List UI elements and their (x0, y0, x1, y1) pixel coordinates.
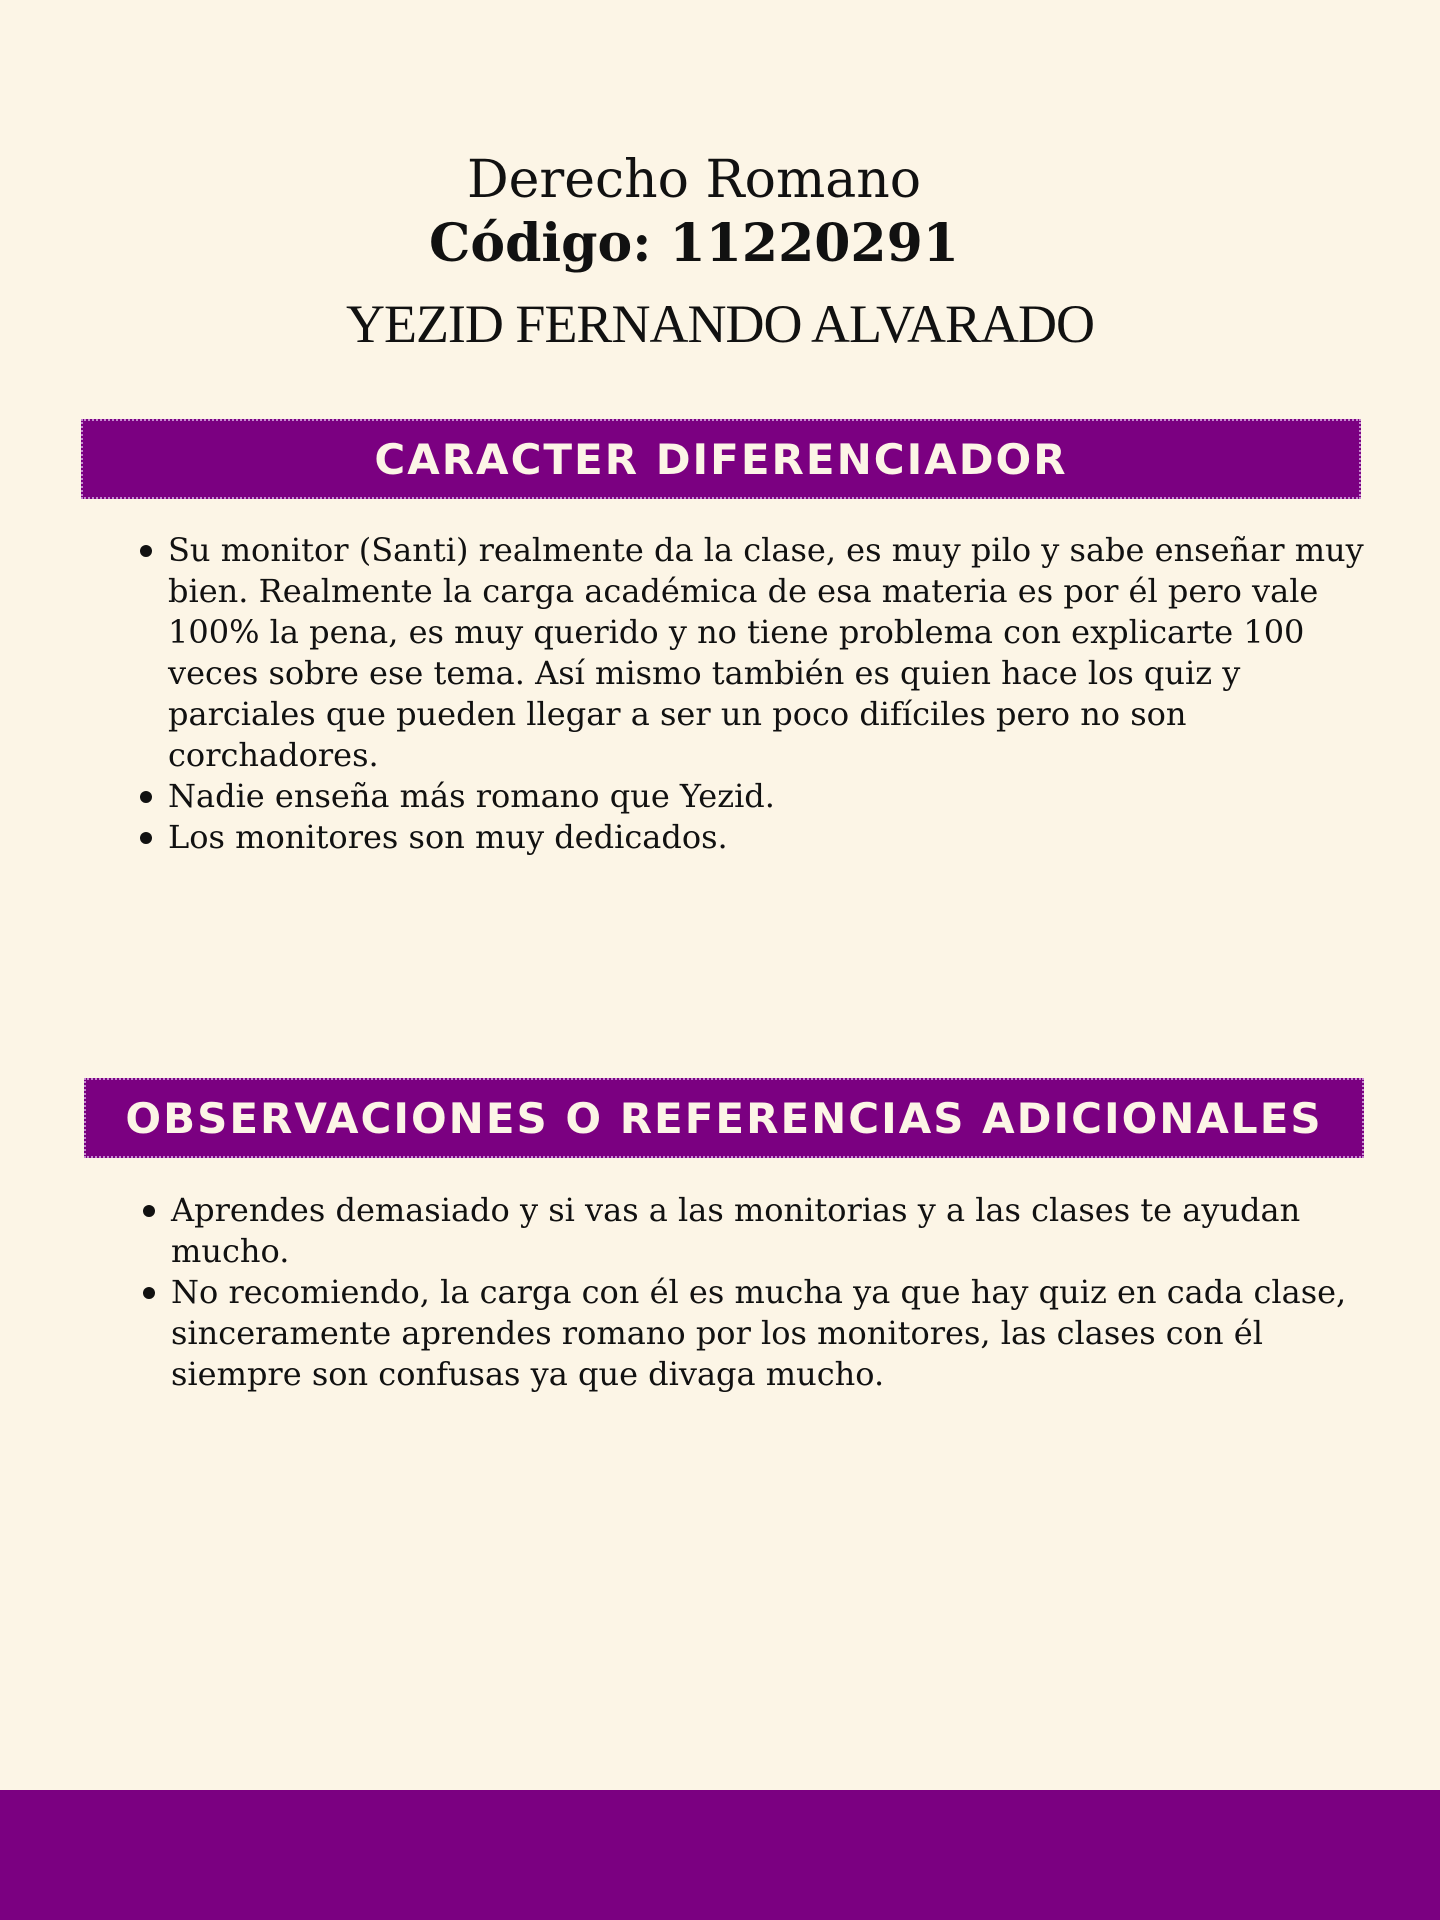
list-item-text: Los monitores son muy dedicados. (168, 818, 728, 856)
footer-bar (0, 1790, 1440, 1920)
list-item (168, 530, 1368, 776)
list-item-text: Su monitor (Santi) realmente da la clase, es muy pilo y sabe enseñar muy bien. Realmente la carga académica de esa materia es por él pero vale 100% la pena, es muy querido y no tiene problema con explicarte 100 veces sobre ese tema. Así mismo también es quien hace los quiz y parciales que pueden llegar a ser un poco difíciles pero no son corchadores. (168, 531, 1364, 774)
list-item (171, 1190, 1371, 1272)
caracter-diferenciador-list (168, 530, 1368, 858)
section-heading-caracter-diferenciador (81, 419, 1361, 499)
bullet-icon (140, 791, 152, 803)
section-heading-label: OBSERVACIONES O REFERENCIAS ADICIONALES (125, 1093, 1323, 1143)
professor-name: YEZID FERNANDO ALVARADO (345, 294, 1095, 354)
list-item-text: No recomiendo, la carga con él es mucha ya que hay quiz en cada clase, sinceramente aprendes romano por los monitores, las clases con él siempre son confusas ya que divaga mucho. (171, 1273, 1347, 1393)
bullet-icon (140, 545, 152, 557)
list-item (168, 776, 1368, 817)
list-item (168, 817, 1368, 858)
bullet-icon (143, 1287, 155, 1299)
observaciones-list (171, 1190, 1371, 1395)
list-item (171, 1272, 1371, 1395)
list-item-text: Aprendes demasiado y si vas a las monitorias y a las clases te ayudan mucho. (171, 1191, 1301, 1270)
bullet-icon (140, 832, 152, 844)
section-heading-label: CARACTER DIFERENCIADOR (374, 434, 1068, 484)
list-item-text: Nadie enseña más romano que Yezid. (168, 777, 775, 815)
section-heading-observaciones (84, 1078, 1364, 1158)
course-title: Derecho Romano (466, 150, 922, 210)
bullet-icon (143, 1205, 155, 1217)
course-code: Código: 11220291 (429, 213, 959, 274)
